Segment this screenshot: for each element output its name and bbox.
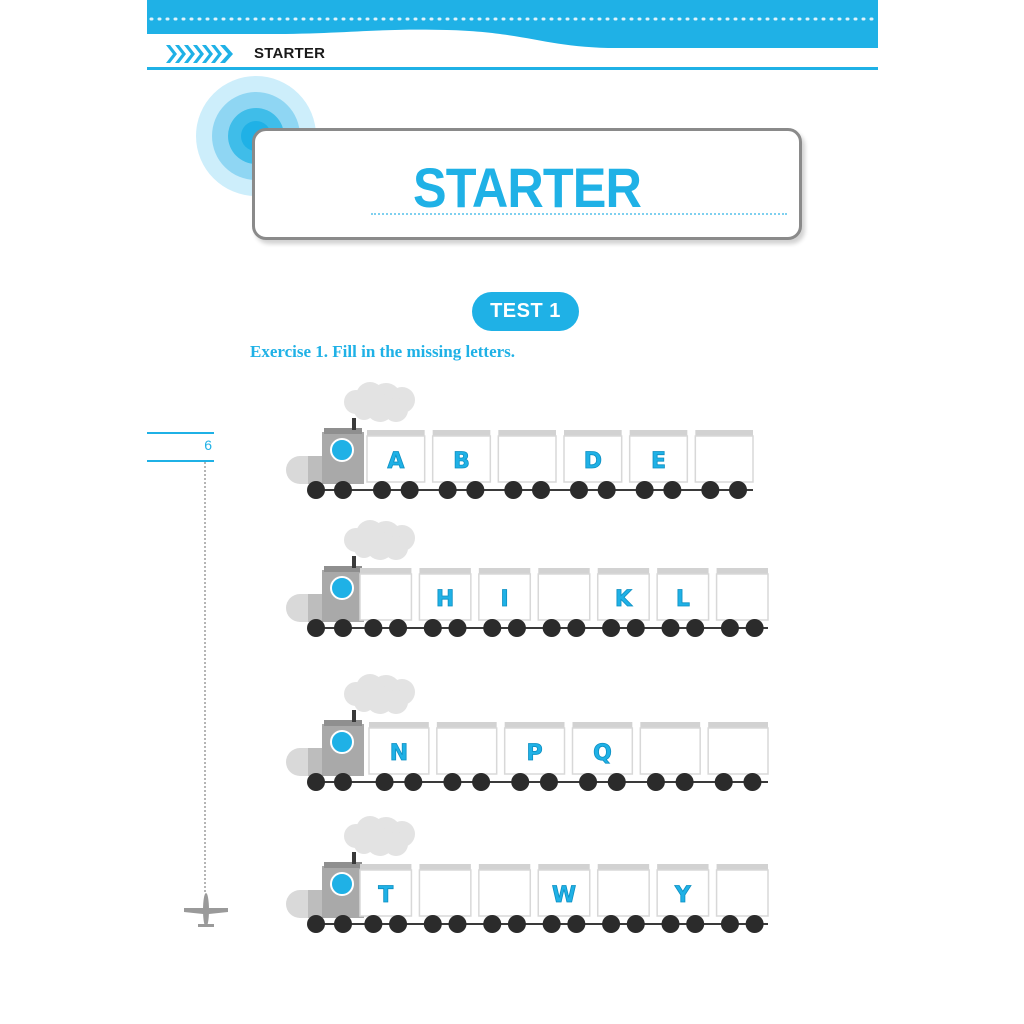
smoke-cloud-icon bbox=[344, 520, 415, 560]
locomotive bbox=[286, 710, 364, 791]
wheel bbox=[663, 481, 681, 499]
wheel bbox=[334, 915, 352, 933]
wheel bbox=[504, 481, 522, 499]
wheel bbox=[376, 773, 394, 791]
header-section-label: STARTER bbox=[254, 45, 326, 62]
wheel bbox=[662, 915, 680, 933]
wheel bbox=[508, 619, 526, 637]
test-badge: TEST 1 bbox=[472, 292, 579, 331]
locomotive-window bbox=[331, 439, 353, 461]
wheel bbox=[540, 773, 558, 791]
train-car-blank[interactable] bbox=[498, 430, 556, 499]
wheel bbox=[627, 619, 645, 637]
wheel bbox=[364, 915, 382, 933]
train-3 bbox=[286, 674, 768, 791]
wheel bbox=[721, 915, 739, 933]
car-letter: Y bbox=[674, 883, 691, 908]
wheel bbox=[746, 915, 764, 933]
wheel bbox=[532, 481, 550, 499]
train-car-blank[interactable] bbox=[695, 430, 753, 499]
wheel bbox=[334, 481, 352, 499]
train-car-I bbox=[479, 568, 530, 637]
wheel bbox=[746, 619, 764, 637]
train-car-K bbox=[598, 568, 649, 637]
wheel bbox=[543, 915, 561, 933]
wheel bbox=[508, 915, 526, 933]
wheel bbox=[307, 619, 325, 637]
smoke-cloud-icon bbox=[344, 674, 415, 714]
train-car-Q bbox=[573, 722, 633, 791]
locomotive-window bbox=[331, 873, 353, 895]
wheel bbox=[448, 619, 466, 637]
wheel bbox=[598, 481, 616, 499]
wheel bbox=[401, 481, 419, 499]
car-letter: I bbox=[500, 587, 509, 612]
wheel bbox=[579, 773, 597, 791]
car-letter: H bbox=[435, 587, 455, 612]
train-car-blank[interactable] bbox=[717, 864, 768, 933]
wheel bbox=[443, 773, 461, 791]
train-car-Y bbox=[657, 864, 708, 933]
wheel bbox=[715, 773, 733, 791]
wheel bbox=[627, 915, 645, 933]
train-car-blank[interactable] bbox=[717, 568, 768, 637]
wheel bbox=[602, 619, 620, 637]
exercise-instruction: Exercise 1. Fill in the missing letters. bbox=[250, 342, 516, 361]
car-letter: P bbox=[526, 741, 543, 766]
train-car-D bbox=[564, 430, 622, 499]
train-car-blank[interactable] bbox=[640, 722, 700, 791]
wheel bbox=[570, 481, 588, 499]
wheel bbox=[483, 619, 501, 637]
wheel bbox=[743, 773, 761, 791]
wheel bbox=[567, 619, 585, 637]
train-car-W bbox=[538, 864, 589, 933]
wheel bbox=[472, 773, 490, 791]
wheel bbox=[483, 915, 501, 933]
train-car-blank[interactable] bbox=[437, 722, 497, 791]
page-number: 6 bbox=[204, 437, 212, 453]
wheel bbox=[404, 773, 422, 791]
train-car-P bbox=[505, 722, 565, 791]
car-letter: E bbox=[650, 449, 667, 474]
car-letter: L bbox=[675, 587, 690, 612]
train-car-E bbox=[630, 430, 688, 499]
wheel bbox=[334, 773, 352, 791]
wheel bbox=[543, 619, 561, 637]
car-letter: A bbox=[387, 449, 405, 474]
smoke-cloud-icon bbox=[344, 816, 415, 856]
car-letter: W bbox=[551, 883, 577, 908]
wheel bbox=[729, 481, 747, 499]
car-letter: D bbox=[583, 449, 602, 474]
car-letter: Q bbox=[593, 741, 612, 766]
wheel bbox=[608, 773, 626, 791]
wheel bbox=[567, 915, 585, 933]
train-car-blank[interactable] bbox=[598, 864, 649, 933]
wheel bbox=[307, 773, 325, 791]
page-title: STARTER bbox=[413, 156, 641, 219]
train-car-N bbox=[369, 722, 429, 791]
wheel bbox=[602, 915, 620, 933]
wheel bbox=[686, 915, 704, 933]
train-car-blank[interactable] bbox=[538, 568, 589, 637]
train-car-B bbox=[433, 430, 491, 499]
wheel bbox=[424, 619, 442, 637]
wheel bbox=[701, 481, 719, 499]
car-letter: B bbox=[453, 449, 470, 474]
train-car-blank[interactable] bbox=[419, 864, 470, 933]
train-car-L bbox=[657, 568, 708, 637]
locomotive-window bbox=[331, 577, 353, 599]
wheel bbox=[424, 915, 442, 933]
locomotive bbox=[286, 556, 364, 637]
train-car-blank[interactable] bbox=[479, 864, 530, 933]
car-letter: N bbox=[389, 741, 409, 766]
train-4 bbox=[286, 816, 768, 933]
wheel bbox=[439, 481, 457, 499]
car-letter: T bbox=[378, 883, 394, 908]
locomotive-window bbox=[331, 731, 353, 753]
train-car-H bbox=[419, 568, 470, 637]
wheel bbox=[389, 619, 407, 637]
locomotive bbox=[286, 418, 364, 499]
wheel bbox=[307, 481, 325, 499]
train-2 bbox=[286, 520, 768, 637]
wheel bbox=[389, 915, 407, 933]
car-letter: K bbox=[614, 587, 632, 612]
smoke-cloud-icon bbox=[344, 382, 415, 422]
locomotive bbox=[286, 852, 364, 933]
wheel bbox=[662, 619, 680, 637]
wheel bbox=[676, 773, 694, 791]
wheel bbox=[686, 619, 704, 637]
wheel bbox=[307, 915, 325, 933]
wheel bbox=[721, 619, 739, 637]
wheel bbox=[334, 619, 352, 637]
wheel bbox=[373, 481, 391, 499]
train-car-blank[interactable] bbox=[708, 722, 768, 791]
wheel bbox=[466, 481, 484, 499]
wheel bbox=[511, 773, 529, 791]
wheel bbox=[448, 915, 466, 933]
train-car-T bbox=[360, 864, 411, 933]
train-1 bbox=[286, 382, 753, 499]
train-car-blank[interactable] bbox=[360, 568, 411, 637]
wheel bbox=[636, 481, 654, 499]
wheel bbox=[364, 619, 382, 637]
train-car-A bbox=[367, 430, 425, 499]
wheel bbox=[647, 773, 665, 791]
